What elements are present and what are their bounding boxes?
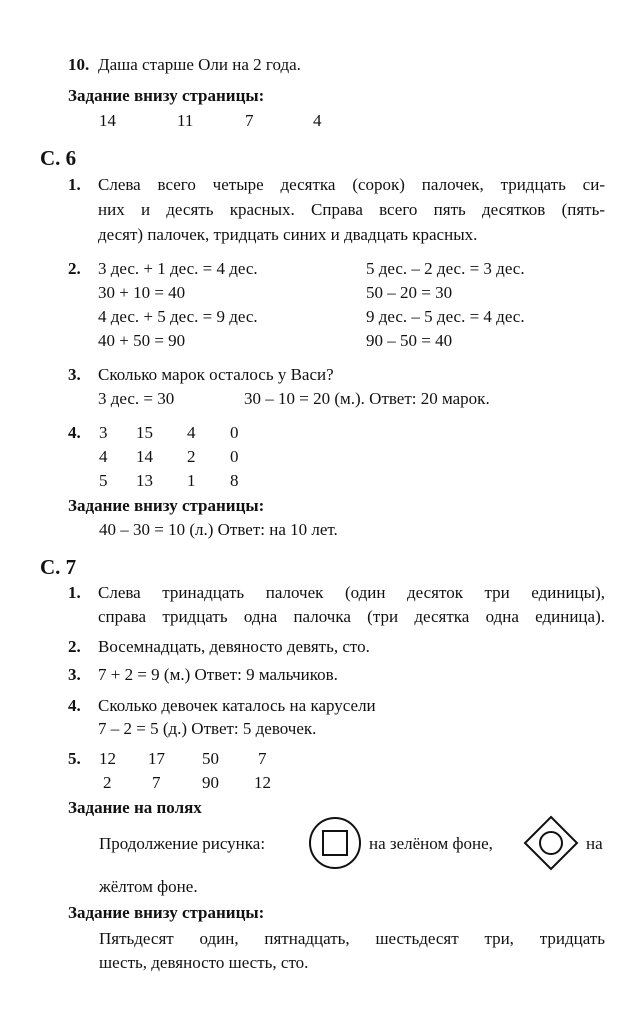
item-number: 4. — [68, 423, 81, 442]
section-title: С. 7 — [40, 555, 77, 579]
bottom-task-line: шесть, девяносто шесть, сто. — [99, 953, 309, 972]
question-text: Сколько марок осталось у Васи? — [98, 365, 334, 384]
grid-cell: 4 — [99, 447, 108, 466]
item-number: 4. — [68, 696, 81, 715]
equation: 30 – 10 = 20 (м.). Ответ: 20 марок. — [244, 389, 490, 408]
question-text: Сколько девочек каталось на карусели — [98, 696, 376, 715]
item-number: 1. — [68, 175, 81, 194]
grid-cell: 5 — [99, 471, 108, 490]
circle-square-icon — [307, 815, 363, 871]
equation: 9 дес. – 5 дес. = 4 дес. — [366, 307, 525, 326]
answer-number: 4 — [313, 111, 322, 130]
bottom-task-title: Задание внизу страницы: — [68, 496, 265, 515]
grid-cell: 4 — [187, 423, 196, 442]
item-number: 3. — [68, 365, 81, 384]
bottom-task-text: 40 – 30 = 10 (л.) Ответ: на 10 лет. — [99, 520, 338, 539]
grid-cell: 14 — [136, 447, 153, 466]
margin-task-text: на — [586, 834, 603, 853]
grid-cell: 2 — [187, 447, 196, 466]
grid-cell: 17 — [148, 749, 165, 768]
margin-task-text: Продолжение рисунка: — [99, 834, 266, 853]
grid-cell: 0 — [230, 447, 239, 466]
equation: 3 дес. + 1 дес. = 4 дес. — [98, 259, 258, 278]
item-text: 7 + 2 = 9 (м.) Ответ: 9 мальчиков. — [98, 665, 338, 684]
equation: 90 – 50 = 40 — [366, 331, 453, 350]
equation: 4 дес. + 5 дес. = 9 дес. — [98, 307, 258, 326]
item-text: Восемнадцать, девяносто девять, сто. — [98, 637, 370, 656]
grid-cell: 8 — [230, 471, 239, 490]
bottom-task-title: Задание внизу страницы: — [68, 903, 265, 922]
grid-cell: 15 — [136, 423, 153, 442]
grid-cell: 2 — [103, 773, 112, 792]
equation: 50 – 20 = 30 — [366, 283, 453, 302]
grid-cell: 50 — [202, 749, 219, 768]
grid-cell: 12 — [99, 749, 116, 768]
item-number: 2. — [68, 637, 81, 656]
answer-number: 11 — [177, 111, 194, 130]
grid-cell: 12 — [254, 773, 271, 792]
item-number: 5. — [68, 749, 81, 768]
item-text-line: справа тридцать одна палочка (три десятка одна единица). — [98, 607, 605, 626]
diamond-circle-icon — [523, 815, 579, 871]
equation: 5 дес. – 2 дес. = 3 дес. — [366, 259, 525, 278]
grid-cell: 90 — [202, 773, 219, 792]
bottom-task-line: Пятьдесят один, пятнадцать, шестьдесят три, тридцать — [99, 929, 605, 948]
margin-task-text: жёлтом фоне. — [99, 877, 198, 896]
item-number: 1. — [68, 583, 81, 602]
item-text-line: них и десять красных. Справа всего пять десятков (пять- — [98, 200, 605, 219]
grid-cell: 7 — [258, 749, 267, 768]
grid-cell: 13 — [136, 471, 153, 490]
equation: 40 + 50 = 90 — [98, 331, 186, 350]
item-text-line: Слева всего четыре десятка (сорок) палочек, тридцать си- — [98, 175, 605, 194]
grid-cell: 3 — [99, 423, 108, 442]
item-text: Даша старше Оли на 2 года. — [98, 55, 301, 74]
item-number: 2. — [68, 259, 81, 278]
margin-task-title: Задание на полях — [68, 798, 202, 817]
grid-cell: 1 — [187, 471, 196, 490]
answer-number: 7 — [245, 111, 254, 130]
answer-number: 14 — [99, 111, 116, 130]
item-number: 3. — [68, 665, 81, 684]
equation: 30 + 10 = 40 — [98, 283, 186, 302]
equation: 7 – 2 = 5 (д.) Ответ: 5 девочек. — [98, 719, 317, 738]
bottom-task-title: Задание внизу страницы: — [68, 86, 265, 105]
item-number: 10. — [68, 55, 90, 74]
section-title: С. 6 — [40, 146, 77, 170]
grid-cell: 0 — [230, 423, 239, 442]
item-text-line: десят) палочек, тридцать синих и двадцать красных. — [98, 225, 478, 244]
item-text-line: Слева тринадцать палочек (один десяток три единицы), — [98, 583, 605, 602]
margin-task-text: на зелёном фоне, — [369, 834, 493, 853]
equation: 3 дес. = 30 — [98, 389, 175, 408]
grid-cell: 7 — [152, 773, 161, 792]
